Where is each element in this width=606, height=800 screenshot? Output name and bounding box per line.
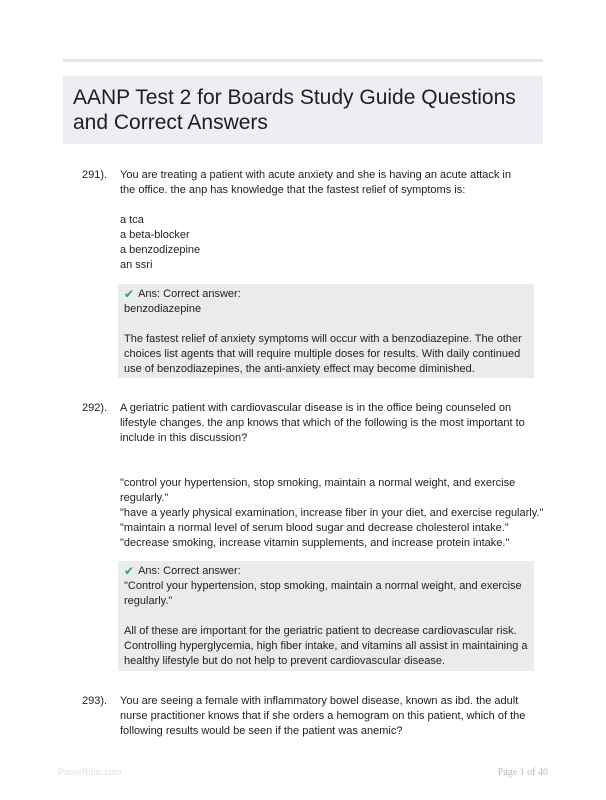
answer-header (124, 287, 528, 302)
answer-header (124, 564, 528, 579)
check-icon: ✔ (124, 287, 135, 301)
question-number: 291). (82, 169, 108, 181)
document-title: AANP Test 2 for Boards Study Guide Questions and Correct Answers (73, 86, 516, 134)
answer-label: Ans: Correct answer: (138, 288, 241, 300)
option: a tca (120, 214, 144, 226)
option: an ssri (120, 259, 153, 271)
option: a benzodizepine (120, 244, 201, 256)
question-text: You are seeing a female with inflammatory bowel disease, known as ibd. the adult nurse practitioner knows that if she orders a hemogram on this patient, which of the following results would be seen if the patient was anemic? (120, 695, 526, 737)
answer-explanation: All of these are important for the geriatric patient to decrease cardiovascular risk. Controlling hyperglycemia, high fiber intake, and vitamins all assist in maintaining a healthy lifestyle but do not help to prevent cardiovascular disease. (124, 625, 528, 667)
check-icon: ✔ (124, 564, 135, 578)
question-number: 292). (82, 402, 108, 414)
top-rule (63, 59, 543, 62)
answer-explanation: The fastest relief of anxiety symptoms will occur with a benzodiazepine. The other choices list agents that will require multiple doses for results. With daily continued use of benzodiazepines, the anti-anxiety effect may become diminished. (124, 333, 522, 375)
page-indicator: Page 1 of 40 (497, 767, 548, 778)
question-text: You are treating a patient with acute anxiety and she is having an acute attack in the office. the anp has knowledge that the fastest relief of symptoms is: (120, 169, 511, 196)
option: "control your hypertension, stop smoking, maintain a normal weight, and exercise regularly." (120, 477, 516, 504)
answer-label: Ans: Correct answer: (138, 565, 241, 577)
option: "decrease smoking, increase vitamin supplements, and increase protein intake." (120, 537, 510, 549)
question-number: 293). (82, 695, 108, 707)
title-banner (63, 76, 543, 144)
answer-box (118, 561, 534, 671)
option: "have a yearly physical examination, increase fiber in your diet, and exercise regularly." (120, 507, 544, 519)
options-list (120, 476, 544, 551)
answer-text: "Control your hypertension, stop smoking, maintain a normal weight, and exercise regularly." (124, 580, 522, 607)
option: "maintain a normal level of serum blood sugar and decrease cholesterol intake." (120, 522, 509, 534)
question-text: A geriatric patient with cardiovascular disease is in the office being counseled on lifestyle changes. the anp knows that which of the following is the most important to include in this discussion? (120, 402, 525, 444)
footer-watermark: PaperRibic.com (58, 767, 122, 777)
options-list (120, 213, 534, 273)
option: a beta-blocker (120, 229, 190, 241)
answer-box (118, 284, 534, 378)
answer-text: benzodiazepine (124, 303, 202, 315)
